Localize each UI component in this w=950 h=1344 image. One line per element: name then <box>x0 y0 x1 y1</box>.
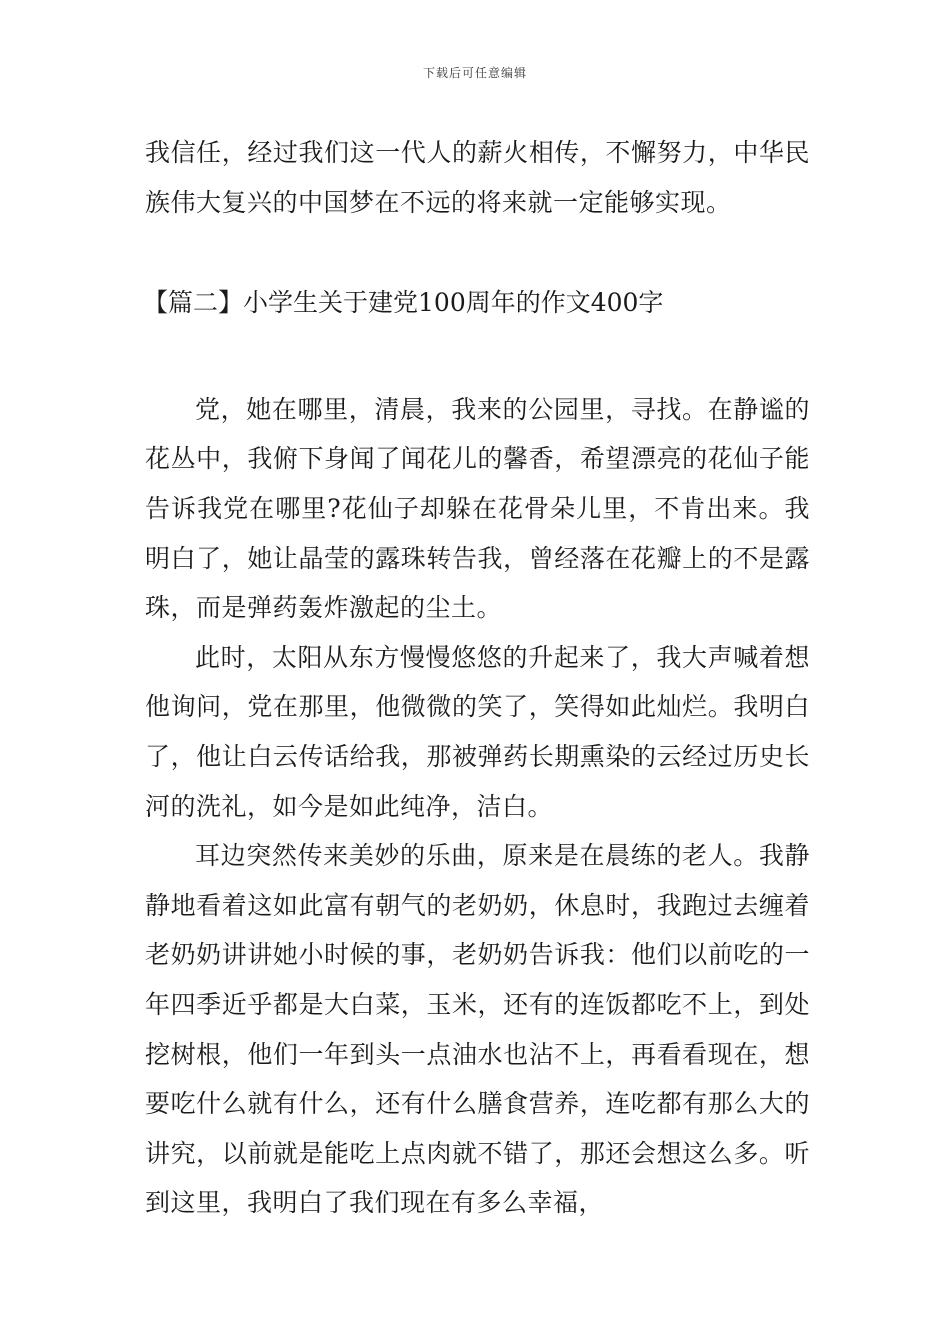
paragraph-2: 此时，太阳从东方慢慢悠悠的升起来了，我大声喊着想他询问，党在那里，他微微的笑了，笑得如此灿烂。我明白了，他让白云传话给我，那被弹药长期熏染的云经过历史长河的洗礼，如今是如此纯净，洁白。 <box>145 642 810 821</box>
paragraph-1: 党，她在哪里，清晨，我来的公园里，寻找。在静谧的花丛中，我俯下身闻了闻花儿的馨香，希望漂亮的花仙子能告诉我党在哪里?花仙子却躲在花骨朵儿里，不肯出来。我明白了，她让晶莹的露珠转告我，曾经落在花瓣上的不是露珠，而是弹药轰炸激起的尘土。 <box>145 394 810 623</box>
section-title: 【篇二】小学生关于建党100周年的作文400字 <box>143 288 664 318</box>
page-header: 下载后可任意编辑 <box>422 66 527 80</box>
paragraph-continuation: 我信任，经过我们这一代人的薪火相传，不懈努力，中华民族伟大复兴的中国梦在不远的将来就一定能够实现。 <box>145 138 810 217</box>
paragraph-3: 耳边突然传来美妙的乐曲，原来是在晨练的老人。我静静地看着这如此富有朝气的老奶奶，休息时，我跑过去缠着老奶奶讲讲她小时候的事，老奶奶告诉我：他们以前吃的一年四季近乎都是大白菜，玉米，还有的连饭都吃不上，到处挖树根，他们一年到头一点油水也沾不上，再看看现在，想要吃什么就有什么，还有什么膳食营养，连吃都有那么大的讲究，以前就是能吃上点肉就不错了，那还会想这么多。听到这里，我明白了我们现在有多么幸福， <box>145 841 810 1218</box>
document-body <box>145 128 810 1228</box>
